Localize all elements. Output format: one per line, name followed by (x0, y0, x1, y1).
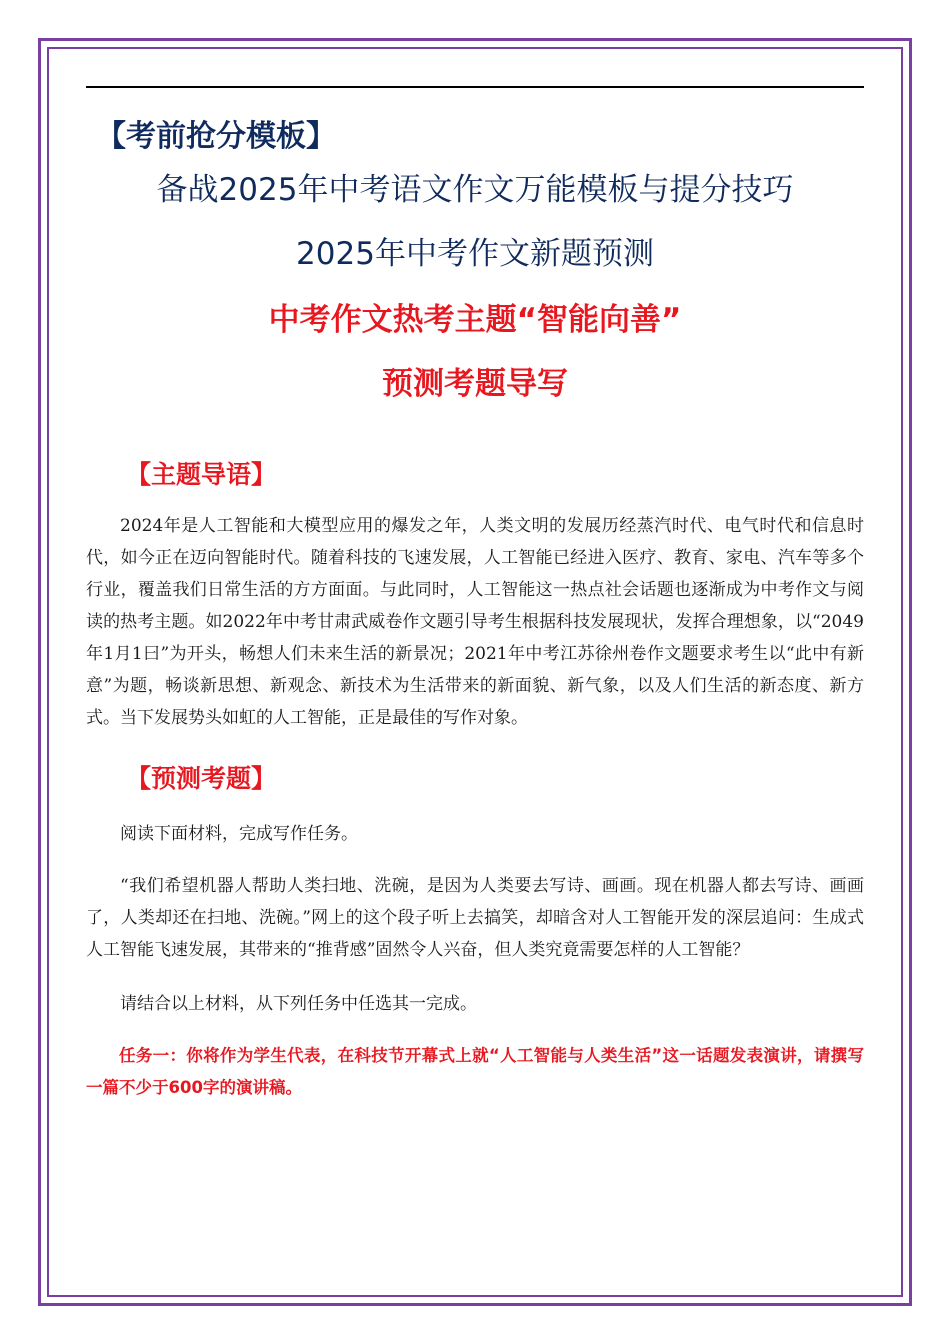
theme-title: 中考作文热考主题“智能向善” (268, 302, 682, 338)
guide-title: 预测考题导写 (382, 366, 568, 402)
select-instruction: 请结合以上材料，从下列任务中任选其一完成。 (120, 994, 477, 1014)
section-heading-prediction: 【预测考题】 (126, 764, 277, 793)
intro-paragraph: 2024年是人工智能和大模型应用的爆发之年，人类文明的发展历经蒸汽时代、电气时代和信息时代，如今正在迈向智能时代。随着科技的飞速发展，人工智能已经进入医疗、教育、家电、汽车等多个行业，覆盖我们日常生活的方方面面。与此同时，人工智能这一热点社会话题也逐渐成为中考作文与阅读的热考主题。如2022年中考甘肃武威卷作文题引导考生根据科技发展现状，发挥合理想象，以“2049年1月1曰”为开头，畅想人们未来生活的新景况；2021年中考江苏徐州卷作文题要求考生以“此中有新意”为题，畅谈新思想、新观念、新技术为生活带来的新面貌、新气象，以及人们生活的新态度、新方式。当下发展势头如虹的人工智能，正是最佳的写作对象。 (86, 516, 864, 728)
read-instruction: 阅读下面材料，完成写作任务。 (120, 824, 358, 844)
template-tag: 【考前抢分模板】 (96, 119, 336, 154)
sub-title: 2025年中考作文新题预测 (296, 236, 654, 272)
section-heading-intro: 【主题导语】 (126, 460, 277, 489)
header-rule (86, 86, 864, 88)
document-content (86, 100, 864, 1104)
main-title: 备战2025年中考语文作文万能模板与提分技巧 (156, 172, 794, 208)
task-one: 任务一：你将作为学生代表，在科技节开幕式上就“人工智能与人类生活”这一话题发表演讲，请撰写一篇不少于600字的演讲稿。 (86, 1046, 864, 1097)
quote-paragraph: “我们希望机器人帮助人类扫地、洗碗，是因为人类要去写诗、画画。现在机器人都去写诗、画画了，人类却还在扫地、洗碗。”网上的这个段子听上去搞笑，却暗含对人工智能开发的深层追问：生成式人工智能飞速发展，其带来的“推背感”固然令人兴奋，但人类究竟需要怎样的人工智能？ (86, 876, 864, 960)
